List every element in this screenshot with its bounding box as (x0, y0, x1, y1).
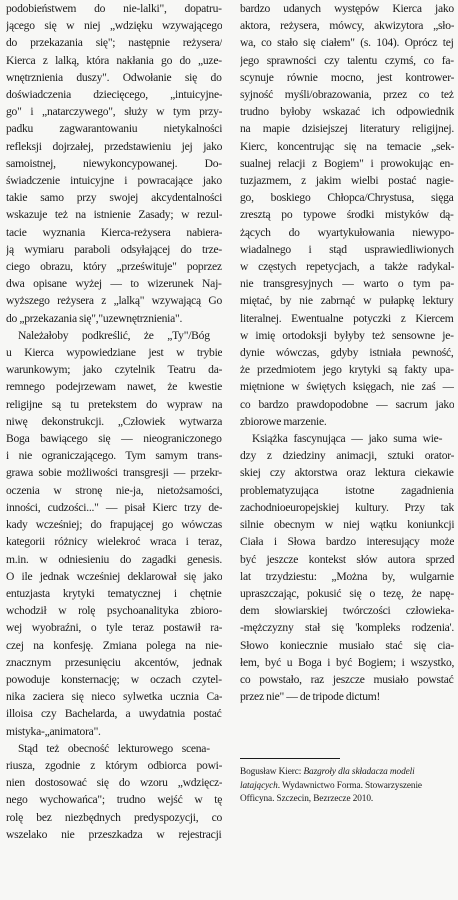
text-line: dwa opisane wyżej — to wizerunek Naj- (6, 277, 222, 291)
footnote-separator-rule (240, 758, 340, 759)
text-line: co powstało, raz jeszcze musiało powstać (240, 672, 454, 686)
text-line: jego sprawności czy talentu czymś, co fa- (240, 53, 454, 67)
text-line: wchodził w rolę psychoanalityka zbioro- (6, 604, 222, 618)
footnote-book-title: Bazgroły dla składacza modeli latających (240, 767, 415, 791)
text-line: trudno byłoby wskazać ich odpowiednik (240, 105, 454, 119)
text-line: nika zaciera się nieco sylwetka ucznia Ca- (6, 690, 222, 704)
text-line: znacznym przesunięciu akcentów, jednak (6, 655, 222, 669)
text-line: O ile jednak wcześniej deklarował się jako (6, 569, 222, 583)
text-line: do przekazania się"; następnie reżysera/ (6, 36, 222, 50)
text-line: tacie wyznania Kierca-reżysera nabiera- (6, 225, 222, 239)
text-line: ciego obrazu, który „prześwituje" poprzez (6, 260, 222, 274)
text-line: nie transgresyjnych — warto o tym pa- (240, 277, 454, 291)
text-line: na mapie dzisiejszej literatury religijnej. (240, 122, 454, 136)
text-line: doświadczenia dziecięcego, „intuicyjne- (6, 88, 222, 102)
text-line: wskazuje też na istnienie Zasady; w rezul- (6, 208, 222, 222)
text-line: syjność myśli/obrazowania, przez co też (240, 88, 454, 102)
text-line: czej na konfesję. Zmiana polega na nie- (6, 638, 222, 652)
text-line: illoisa czy Bachelarda, a uwydatnia postać (6, 707, 222, 721)
text-line: zbiorowe marzenie. (240, 414, 327, 428)
text-line: dzy z dziedziny animacji, sztuki orator- (240, 449, 454, 463)
text-line: powoduje konsternację; w oczach czytel- (6, 672, 222, 686)
text-line: podobieństwem do nie-lalki", dopatru- (6, 2, 222, 15)
text-line: niwę dekonstrukcji. „Człowiek wytwarza (6, 414, 222, 428)
text-line: dynie wówczas, gdyby istniała pewność, (240, 346, 454, 360)
text-line: lat trzydziestu: „Można by, wulgarnie (240, 569, 454, 583)
text-line: żących do wyartykułowania niewypo- (240, 225, 454, 239)
text-line: wnętrznienia duszy". Odwołanie się do (6, 70, 222, 84)
text-line: remnego podejrzewam nawet, że kwestie (6, 380, 222, 394)
text-line: co bardzo prawdopodobne — sacrum jako (240, 397, 454, 411)
text-line: entuzjasta krytyki tematycznej i chętnie (6, 586, 222, 600)
text-line: takie samo przy swojej akcydentalności (6, 191, 222, 205)
text-line: Ciała i Słowa bardzo interesujący może (240, 535, 454, 549)
text-line: warunkowym; jako czytelnik Teatru da- (6, 363, 222, 377)
text-line: kategorii różnicy wielekroć wraca i teraz, (6, 535, 222, 549)
text-line: Słowo koniecznie musiało stać się cia- (240, 638, 454, 652)
text-line: go" i „natarczywego", służy w tym przy- (6, 105, 222, 119)
text-line: Boga bawiącego się — nieograniczonego (6, 432, 222, 446)
text-line: padku zagwarantowaniu nietykalności (6, 122, 222, 136)
text-line: i nie ograniczającego. Tym samym trans- (6, 449, 222, 463)
text-line: m.in. w odniesieniu do zagadki genesis. (6, 552, 222, 566)
text-line: że przedmiotem jego krytyki są fakty upa- (240, 363, 454, 377)
bibliographic-footnote (240, 766, 452, 807)
text-line: Należałoby podkreślić, że „Ty"/Bóg (18, 328, 210, 342)
text-line: silnie obecnym w niej wątku koniunkcji (240, 518, 454, 532)
text-line: -mężczyzny stał się 'kompleks rodzenia'. (240, 621, 454, 635)
text-line: oczenia w stronę nie-ja, nietożsamości, (6, 483, 222, 497)
text-line: wa, co stało się ciałem" (s. 104). Oprócz tej (240, 36, 454, 50)
footnote-publisher-info: . Wydawnictwo Forma. Stowarzyszenie Officyna. Szczecin, Bezrzecze 2010. (240, 780, 422, 805)
text-line: grawa sobie możliwości transgresji — przekr- (6, 466, 222, 480)
text-line: nego wychowańca"; trudno wejść w tę (6, 793, 222, 807)
text-line: łem, być u Boga i być Bogiem; i wszystko, (240, 655, 454, 669)
footnote-author: Bogusław Kierc: (240, 767, 304, 777)
text-line: ją wymiaru paraboli odsyłającej do trze- (6, 242, 222, 256)
text-line: bardzo udanych występów Kierca jako (240, 2, 454, 15)
text-line: być jeszcze kontekst słów autora sprzed (240, 552, 454, 566)
text-line: religijne są tu pretekstem do wypraw na (6, 397, 222, 411)
text-line: Stąd też obecność lekturowego scena- (18, 741, 210, 755)
text-line: skiej czy aktorstwa oraz lektura ciekawie (240, 466, 454, 480)
text-line: riusza, zgodnie z którym odbiorca powi- (6, 758, 222, 772)
text-line: dem słowiarskiej twórczości człowieka- (240, 604, 454, 618)
text-line: rolę bez niezbędnych predyspozycji, co (6, 810, 222, 824)
text-line: tuzjazmem, z jakim wielbi postać nagie- (240, 174, 454, 188)
text-line: do „przekazania się","uzewnętrznienia". (6, 311, 183, 325)
text-line: zresztą po typowe środki mistyków dą- (240, 208, 454, 222)
text-line: Kierc, koncentrując się na temacie „sek- (240, 139, 454, 153)
text-line: u Kierca wypowiedziane jest w trybie (6, 346, 222, 360)
text-line: Kierca z lalką, która nakłania go do „uze- (6, 53, 222, 67)
right-text-column (240, 0, 454, 705)
text-line: w imię ortodoksji byłyby też sensowne je- (240, 328, 454, 342)
text-line: sualnej relacji z Bogiem" i prowokując en- (240, 156, 454, 170)
text-line: upraszczając, pokusić się o tezę, że napę- (240, 586, 454, 600)
text-line: kady wcześniej; do frapującej go wówczas (6, 518, 222, 532)
text-line: literalnej. Ewentualne potyczki z Kiercem (240, 311, 454, 325)
text-line: wszelako nie przeszkadza w rejestracji (6, 827, 222, 841)
text-line: inności, cudzości..." — pisał Kierc trzy de- (6, 500, 222, 514)
text-line: przez nie" — de tripode dictum! (240, 690, 381, 704)
text-line: nien dostosować się do wzoru „wdzięcz- (6, 776, 222, 790)
text-line: w częstych repetycjach, a także radykal- (240, 260, 454, 274)
text-line: aktora, reżysera, mówcy, akwizytora „sło- (240, 19, 454, 33)
text-line: mistyka-„animatora". (6, 724, 101, 738)
text-line: zachodnioeuropejskiej kultury. Przy tak (240, 500, 454, 514)
text-line: jącego się w niej „wdzięku wzywającego (6, 19, 222, 33)
text-line: wej wyobraźni, o tyle teraz postawił ra- (6, 621, 222, 635)
text-line: samoistnej, niewykoncypowanej. Do- (6, 156, 222, 170)
text-line: świadczenie intuicyjne i powracające jako (6, 174, 222, 188)
text-line: wyższego reżysera z „lalką" wzywającą Go (6, 294, 222, 308)
text-line: scynuje równie mocno, jest kontrower- (240, 70, 454, 84)
text-line: go, boskiego Chłopca/Chrystusa, sięga (240, 191, 454, 205)
text-line: wiadalnego i stąd usprawiedliwionych (240, 242, 454, 256)
text-line: problematyzująca istotne zagadnienia (240, 483, 454, 497)
text-line: miętać, by nie zabrnąć w pułapkę lektury (240, 294, 454, 308)
text-line: Książka fascynująca — jako suma wie- (252, 432, 443, 446)
left-text-column (6, 0, 222, 843)
text-line: refleksji dojrzałej, przedstawieniu jej jako (6, 139, 222, 153)
text-line: miętnione w świętych księgach, nie zaś — (240, 380, 454, 394)
